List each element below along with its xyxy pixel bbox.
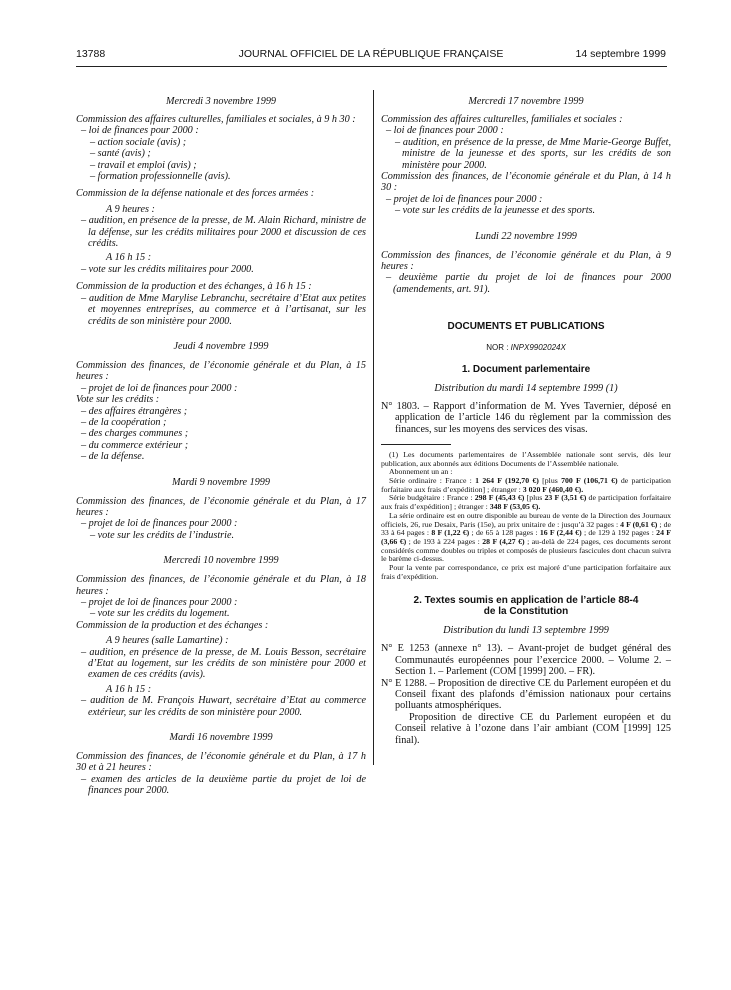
price: 3 020 F (460,40 €). — [522, 484, 584, 494]
agenda-subitem: – vote sur les crédits de la jeunesse et des sports. — [395, 205, 596, 217]
agenda-item: – audition, en présence de la presse, de M. Alain Richard, ministre de la défense, sur les crédits militaires pour 2000 et discussion de ces crédits. — [81, 215, 366, 250]
agenda-subitem: – de la défense. — [81, 451, 145, 463]
page-header — [76, 48, 666, 66]
document-item: N° 1803. – Rapport d’information de M. Yves Tavernier, déposé en application de l’article 146 du règlement par la commission des finances, sur les moyens des services des visas. — [381, 400, 671, 435]
price: 28 F (4,27 €) — [482, 536, 525, 546]
price: 16 F (2,44 €) — [539, 528, 582, 538]
commission-line: Commission des affaires culturelles, familiales et sociales, à 9 h 30 : — [76, 114, 356, 125]
commission-line: Commission des affaires culturelles, familiales et sociales : — [381, 114, 623, 125]
agenda-subitem: – action sociale (avis) ; — [90, 136, 187, 148]
header-rule — [76, 66, 667, 67]
commission-line: Commission de la défense nationale et des forces armées : — [76, 188, 315, 200]
commission-line: Commission des finances, de l’économie générale et du Plan, à 17 heures : — [76, 495, 366, 518]
agenda-item: – vote sur les crédits militaires pour 2000. — [81, 263, 254, 275]
agenda-item: – projet de loi de finances pour 2000 : — [386, 193, 543, 205]
document-item: N° E 1253 (annexe n° 13). – Avant-projet de budget général des Communautés européennes pour l’exercice 2000. – Volume 2. – Section 1. – Parlement (COM [1999] 200. – FR). — [381, 643, 671, 678]
time-line: A 9 heures (salle Lamartine) : — [106, 635, 229, 647]
nor-label: NOR : — [486, 343, 509, 353]
agenda-subitem: – des affaires étrangères ; — [81, 405, 188, 417]
left-column — [76, 96, 366, 797]
vote-line: Vote sur les crédits : — [76, 394, 160, 406]
agenda-subitem: – formation professionnelle (avis). — [90, 171, 231, 183]
agenda-item: – projet de loi de finances pour 2000 : — [81, 597, 238, 608]
subsection-title: 2. Textes soumis en application de l’article 88-4 — [413, 595, 639, 607]
footnote-text: [plus — [538, 476, 562, 486]
date-heading: Mercredi 3 novembre 1999 — [165, 96, 277, 107]
footnote: Abonnement un an : — [389, 467, 453, 477]
agenda-item: – loi de finances pour 2000 : — [386, 125, 504, 137]
agenda-subitem: – vote sur les crédits de l’industrie. — [90, 529, 235, 541]
commission-line: Commission de la production et des échanges, à 16 h 15 : — [76, 281, 312, 293]
footnote: Pour la vente par correspondance, ce prix est majoré d’une participation forfaitaire aux frais d’expédition. — [381, 563, 671, 581]
commission-line: Commission des finances, de l’économie générale et du Plan, à 17 h 30 et à 21 heures : — [76, 751, 366, 774]
agenda-item: – examen des articles de la deuxième partie du projet de loi de finances pour 2000. — [81, 773, 366, 797]
agenda-item: – projet de loi de finances pour 2000 : — [81, 518, 238, 530]
price: 24 F (3,66 €) — [381, 528, 672, 546]
document-item: N° E 1288. – Proposition de directive CE du Parlement européen et du Conseil fixant des plafonds d’émission nationaux pour certains polluants atmosphériques. — [381, 677, 671, 712]
footnote-text: Série budgétaire : France : — [389, 493, 475, 503]
distribution-line: Distribution du lundi 13 septembre 1999 — [443, 625, 609, 637]
price: 8 F (1,22 €) — [431, 528, 470, 538]
time-line: A 16 h 15 : — [106, 252, 152, 264]
price: 700 F (106,71 €) — [561, 476, 618, 486]
agenda-subitem: – de la coopération ; — [81, 416, 167, 428]
subsection-title: 1. Document parlementaire — [461, 363, 591, 375]
agenda-subitem: – santé (avis) ; — [90, 148, 151, 160]
footnote-text: ; de 33 à 64 pages : — [381, 519, 671, 538]
agenda-subitem: – du commerce extérieur ; — [81, 439, 189, 451]
footnote: (1) Les documents parlementaires de l’Assemblée nationale sont servis, dès leur publication, aux abonnés aux éditions Documents de l’Assemblée nationale. — [381, 449, 671, 468]
price: 348 F (53,05 €). — [489, 502, 541, 512]
footnote-text: ; de 129 à 192 pages : — [581, 528, 657, 538]
agenda-subitem: – vote sur les crédits du logement. — [90, 608, 230, 620]
commission-line: Commission des finances, de l’économie générale et du Plan, à 14 h 30 : — [381, 171, 671, 194]
commission-line: Commission des finances, de l’économie générale et du Plan, à 9 heures : — [381, 249, 671, 273]
date-heading: Mardi 9 novembre 1999 — [172, 476, 270, 488]
footnote-price-line — [381, 477, 671, 494]
subsection-title: de la Constitution — [483, 606, 569, 618]
footnote-price-line — [381, 512, 671, 564]
footnote-text: ; de 65 à 128 pages : — [469, 528, 540, 538]
nor-value: INPX9902024X — [510, 343, 566, 353]
agenda-subitem: – travail et emploi (avis) ; — [90, 159, 197, 171]
price: 1 264 F (192,70 €) — [475, 476, 539, 486]
price: 298 F (45,43 €) — [474, 493, 525, 503]
commission-line: Commission des finances, de l’économie générale et du Plan, à 18 heures : — [76, 574, 366, 597]
footnote-text: Série ordinaire : France : — [389, 476, 476, 486]
footnote-text: de participation forfaitaire aux frais d’expédition] ; étranger : — [381, 476, 671, 494]
column-divider — [373, 90, 374, 765]
date-heading: Mercredi 10 novembre 1999 — [163, 555, 279, 567]
nor-reference — [381, 342, 671, 353]
price: 23 F (3,51 €) — [544, 493, 587, 503]
footnote-text: La série ordinaire est en outre disponible au bureau de vente de la Direction des Journaux officiels, 26, rue Desaix, Paris (15e), au prix unitaire de : jusqu’à 32 pages : — [381, 510, 671, 529]
footnote-text: ; au-delà de 224 pages, ces documents seront considérés comme doubles ou triples et composés de plusieurs fascicules dont chacun suivra le barème ci-dessus. — [381, 536, 671, 564]
date-heading: Mardi 16 novembre 1999 — [169, 732, 273, 744]
page-number: 13788 — [76, 48, 106, 60]
time-line: A 16 h 15 : — [106, 683, 152, 695]
document-item: Proposition de directive CE du Parlement européen et du Conseil relative à l’ozone dans l’air ambiant (COM [1999] 125 final). — [395, 711, 671, 746]
agenda-item: – audition de Mme Marylise Lebranchu, secrétaire d’Etat aux petites et moyennes entreprises, au commerce et à l’artisanat, sur les crédits de son ministère pour 2000. — [81, 292, 366, 327]
date-heading: Lundi 22 novembre 1999 — [475, 230, 577, 242]
agenda-item: – audition de M. François Huwart, secrétaire d’Etat au commerce extérieur, sur les crédits de son ministère pour 2000. — [81, 695, 366, 718]
footnote-text: ; de 193 à 224 pages : — [406, 536, 483, 546]
footnote-text: [plus — [524, 493, 545, 503]
agenda-item: – deuxième partie du projet de loi de finances pour 2000 (amendements, art. 91). — [386, 272, 671, 295]
section-title: DOCUMENTS ET PUBLICATIONS — [447, 321, 605, 333]
date-heading: Mercredi 17 novembre 1999 — [468, 96, 584, 107]
price: 4 F (0,61 €) — [620, 519, 658, 529]
agenda-item: – loi de finances pour 2000 : — [81, 125, 199, 137]
commission-line: Commission des finances, de l’économie générale et du Plan, à 15 heures : — [76, 359, 366, 383]
right-column — [381, 96, 671, 746]
date-heading: Jeudi 4 novembre 1999 — [173, 340, 269, 352]
commission-line: Commission de la production et des échanges : — [76, 619, 269, 631]
footnote-price-line — [381, 494, 671, 511]
footnote-text: de participation forfaitaire aux frais d’expédition] ; étranger : — [381, 493, 672, 512]
agenda-item: – audition, en présence de la presse, de M. Louis Besson, secrétaire d’Etat au logement, sur les crédits de son ministère pour 2000 et examen de ces crédits (avis). — [81, 646, 366, 681]
journal-title: JOURNAL OFFICIEL DE LA RÉPUBLIQUE FRANÇAISE — [238, 48, 504, 60]
time-line: A 9 heures : — [106, 203, 155, 215]
issue-date: 14 septembre 1999 — [575, 48, 666, 60]
agenda-subitem: – des charges communes ; — [81, 428, 189, 440]
agenda-subitem: – audition, en présence de la presse, de Mme Marie-George Buffet, ministre de la jeunesse et des sports, sur les crédits de son ministère pour 2000. — [395, 136, 671, 171]
agenda-item: – projet de loi de finances pour 2000 : — [81, 382, 238, 394]
distribution-line: Distribution du mardi 14 septembre 1999 (1) — [434, 382, 618, 394]
